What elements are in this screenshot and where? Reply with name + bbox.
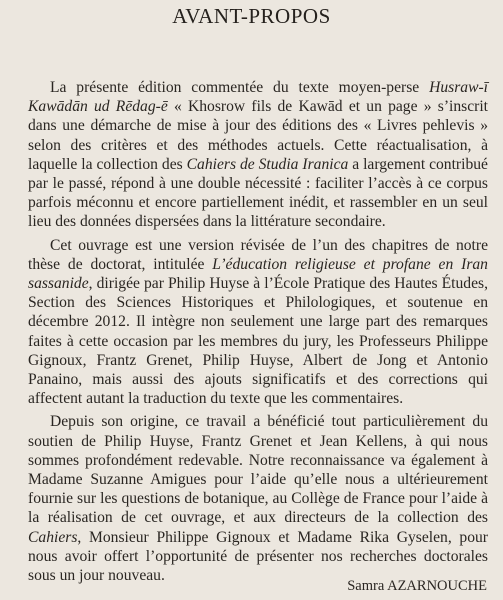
text-run: a largement contribué par le passé, répond à une double nécessité : faciliter l’accès à ce corpus parfois méconnu et encore partiellement inédit, et rassembler en un seul lieu des données dispersées dans la littérature secondaire.	[28, 155, 488, 231]
italic-title-run: Husraw-ī Kawādān ud Rēdag-ē	[28, 79, 488, 116]
text-run: , Monsieur Philippe Gignoux et Madame Rika Gyselen, pour nous avoir offert l’opportunité de présenter nos recherches doctorales sous un jour nouveau.	[28, 528, 488, 585]
text-run: La présente édition commentée du texte moyen-perse	[50, 79, 430, 96]
italic-title-run: L’éducation religieuse et profane en Iran sassanide	[28, 255, 488, 293]
text-run: , dirigée par Philip Huyse à l’École Pratique des Hautes Études, Section des Sciences Historiques et Philologiques, et soutenue en décembre 2012. Il intègre non seulement une large part des remarques faites à cette occasion par les membres du jury, les Professeurs Philippe Gignoux, Frantz Grenet, Philip Huyse, Albert de Jong et Antonio Panaino, mais aussi des ajouts significatifs et des corrections qui affectent autant la traduction du texte que les commentaires.	[28, 275, 488, 408]
paragraph-2	[28, 236, 488, 409]
text-run: Cet ouvrage est une version révisée de l’un des chapitres de notre thèse de doctorat, intitulée	[28, 236, 488, 273]
author-signature: Samra AZARNOUCHE	[347, 578, 487, 594]
paragraph-3	[28, 412, 488, 585]
page-title: AVANT-PROPOS	[172, 4, 331, 28]
italic-title-run: Cahiers de Studia Iranica	[186, 155, 349, 173]
text-run: Depuis son origine, ce travail a bénéficié tout particulièrement du soutien de Philip Huyse, Frantz Grenet et Jean Kellens, à qui nous sommes profondément redevable. Notre reconnaissance va également à Madame Suzanne Amigues pour l’aide qu’elle nous a ultérieurement fournie sur les questions de botanique, au Collège de France pour l’aide à la réalisation de cet ouvrage, et aux directeurs de la collection des	[28, 413, 488, 527]
paragraph-1	[28, 78, 488, 232]
italic-title-run: Cahiers	[28, 528, 78, 546]
foreword-body	[28, 78, 488, 585]
text-run: « Khosrow fils de Kawād et un page » s’inscrit dans une démarche de mise à jour des éditions des « Livres pehlevis » selon des critères et des méthodes actuels. Cette réactualisation, à laquelle la collection des	[28, 98, 488, 173]
